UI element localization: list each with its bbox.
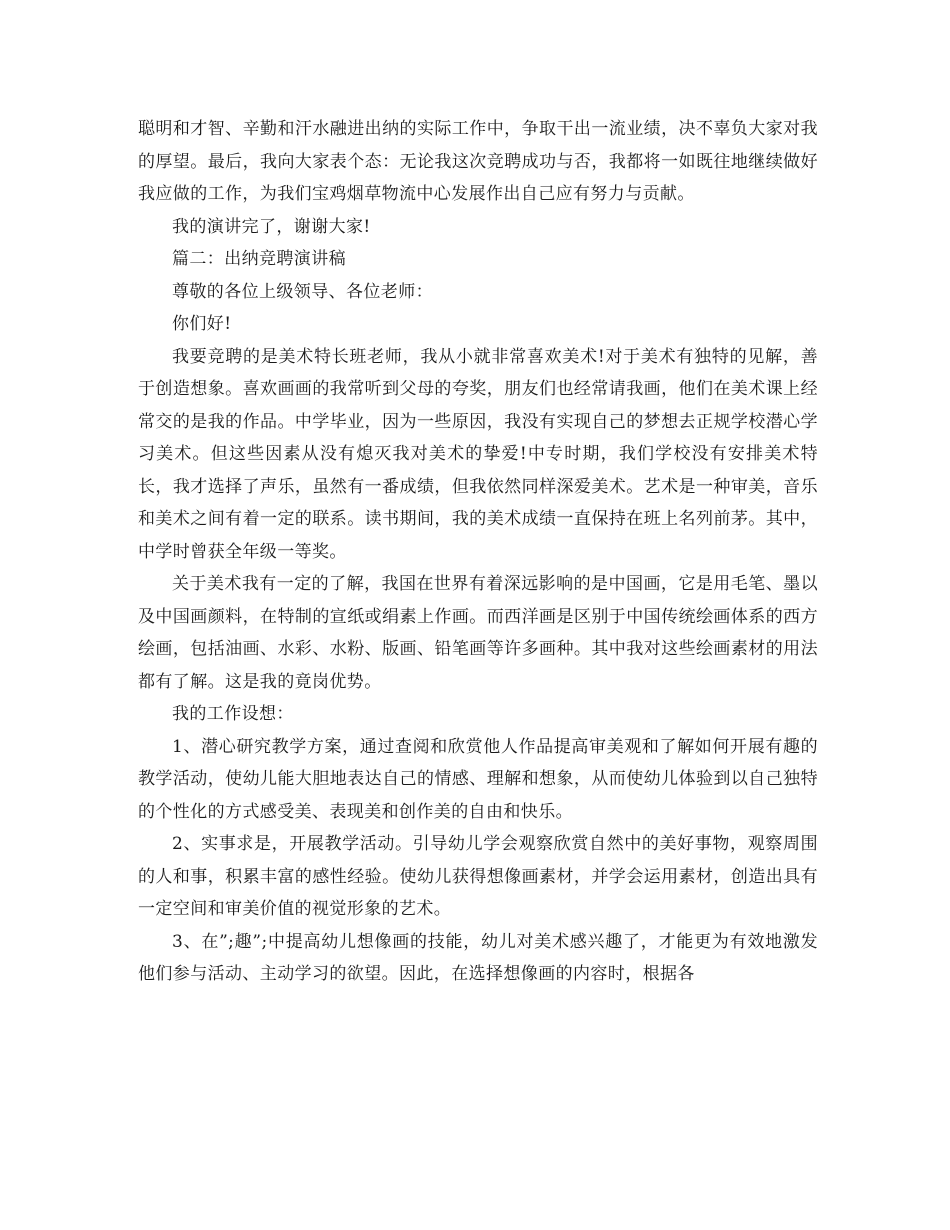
document-body [138,113,818,991]
paragraph-7: 关于美术我有一定的了解，我国在世界有着深远影响的是中国画，它是用毛笔、墨以及中国画颜料，在特制的宣纸或绢素上作画。而西洋画是区别于中国传统绘画体系的西方绘画，包括油画、水彩、水粉、版画、铅笔画等许多画种。其中我对这些绘画素材的用法都有了解。这是我的竟岗优势。 [138,574,818,692]
work-plan-heading: 我的工作设想： [172,704,294,724]
plan-item-3: 3、在”;趣”;中提高幼儿想像画的技能，幼儿对美术感兴趣了，才能更为有效地激发他们参与活动、主动学习的欲望。因此，在选择想像画的内容时，根据各 [138,931,818,984]
plan-item-1: 1、潜心研究教学方案，通过查阅和欣赏他人作品提高审美观和了解如何开展有趣的教学活动，使幼儿能大胆地表达自己的情感、理解和想象，从而使幼儿体验到以自己独特的个性化的方式感受美、表现美和创作美的自由和快乐。 [138,736,818,822]
section-heading: 篇二：出纳竞聘演讲稿 [172,249,346,269]
plan-item-2: 2、实事求是，开展教学活动。引导幼儿学会观察欣赏自然中的美好事物，观察周围的人和事，积累丰富的感性经验。使幼儿获得想像画素材，并学会运用素材，创造出具有一定空间和审美价值的视觉形象的艺术。 [138,834,818,919]
paragraph-2: 我的演讲完了，谢谢大家! [172,216,371,237]
paragraph-1: 聪明和才智、辛勤和汗水融进出纳的实际工作中，争取干出一流业绩，决不辜负大家对我的厚望。最后，我向大家表个态：无论我这次竞聘成功与否，我都将一如既往地继续做好我应做的工作，为我们宝鸡烟草物流中心发展作出自己应有努力与贡献。 [138,119,818,204]
paragraph-6: 我要竞聘的是美术特长班老师，我从小就非常喜欢美术!对于美术有独特的见解，善于创造想象。喜欢画画的我常听到父母的夸奖，朋友们也经常请我画，他们在美术课上经常交的是我的作品。中学毕业，因为一些原因，我没有实现自己的梦想去正规学校潜心学习美术。但这些因素从没有熄灭我对美术的挚爱!中专时期，我们学校没有安排美术特长，我才选择了声乐，虽然有一番成绩，但我依然同样深爱美术。艺术是一种审美，音乐和美术之间有着一定的联系。读书期间，我的美术成绩一直保持在班上名列前茅。其中，中学时曾获全年级一等奖。 [138,346,818,562]
salutation: 尊敬的各位上级领导、各位老师： [172,281,433,302]
greeting: 你们好! [172,314,232,334]
